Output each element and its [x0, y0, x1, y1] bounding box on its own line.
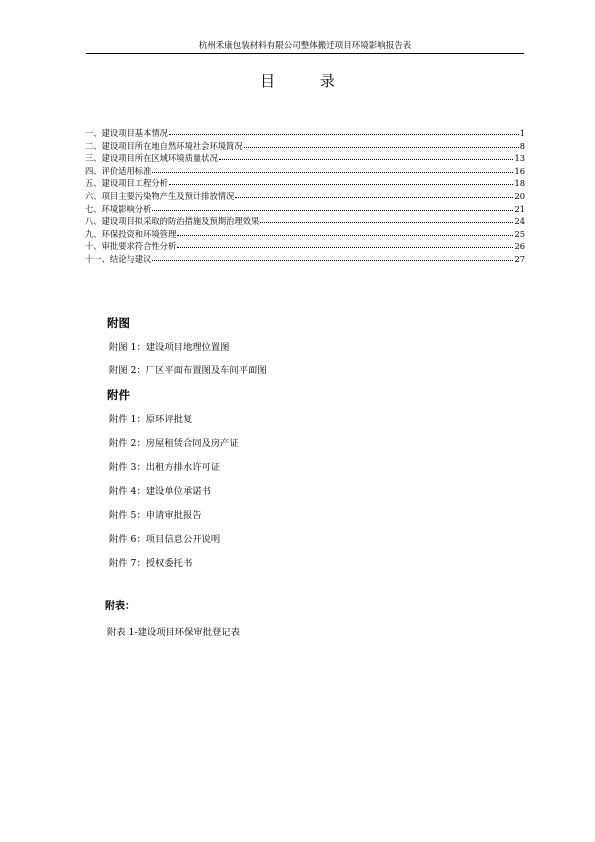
toc-label: 十、审批要求符合性分析	[85, 241, 177, 252]
toc-label: 十一、结论与建议	[85, 253, 152, 264]
attachment-item: 附件 6：项目信息公开说明	[109, 534, 221, 545]
toc-page-number: 21	[514, 203, 525, 214]
toc-page-number: 18	[514, 178, 525, 189]
toc-leader	[152, 204, 513, 211]
toc-leader	[169, 128, 519, 135]
toc-entry[interactable]	[85, 152, 525, 165]
toc-label: 三、建设项目所在区域环境质量状况	[85, 153, 218, 164]
attachments-heading: 附件	[107, 388, 130, 402]
toc-entry[interactable]	[85, 127, 525, 140]
toc-label: 一、建设项目基本情况	[85, 128, 168, 138]
toc-label: 五、建设项目工程分析	[85, 178, 168, 189]
toc-label: 九、环保投资和环境管理	[85, 228, 177, 239]
toc-entry[interactable]	[85, 253, 525, 266]
toc-leader	[177, 229, 513, 236]
toc-leader	[235, 191, 513, 198]
toc-leader	[219, 153, 514, 160]
figure-item: 附图 2：厂区平面布置图及车间平面图	[109, 365, 267, 376]
header-rule	[86, 53, 524, 54]
toc-leader	[152, 254, 513, 261]
attachment-item: 附件 3：出租方排水许可证	[109, 462, 221, 473]
toc-page-number: 26	[514, 241, 525, 252]
figures-heading: 附图	[107, 316, 130, 330]
toc-leader	[260, 216, 513, 223]
attachment-item: 附件 2：房屋租赁合同及房产证	[109, 438, 239, 449]
table-item: 附表 1-建设项目环保审批登记表	[107, 627, 240, 638]
toc-page-number: 27	[514, 253, 525, 264]
toc-leader	[152, 166, 513, 173]
toc-entry[interactable]	[85, 228, 525, 241]
attachment-item: 附件 4：建设单位承诺书	[109, 486, 211, 497]
tables-heading: 附表：	[105, 601, 135, 612]
toc-entry[interactable]	[85, 203, 525, 216]
attachment-item: 附件 7：授权委托书	[109, 558, 193, 569]
toc-entry[interactable]	[85, 240, 525, 253]
toc-leader	[244, 141, 519, 148]
toc-page-number: 8	[519, 140, 525, 151]
toc-label: 七、环境影响分析	[85, 203, 152, 214]
toc-page-number: 1	[519, 128, 525, 138]
toc-entry[interactable]	[85, 165, 525, 178]
toc-entry[interactable]	[85, 190, 525, 203]
toc-entry[interactable]	[85, 140, 525, 153]
toc-page-number: 20	[514, 190, 525, 201]
toc-label: 二、建设项目所在地自然环境社会环境简况	[85, 140, 243, 151]
attachment-item: 附件 1：原环评批复	[109, 414, 193, 425]
toc-leader	[169, 178, 513, 185]
toc-label: 八、建设项目拟采取的防治措施及预期治理效果	[85, 216, 260, 227]
toc-entry[interactable]	[85, 215, 525, 228]
figure-item: 附图 1：建设项目地理位置图	[109, 342, 230, 353]
toc-page-number: 16	[514, 165, 525, 176]
toc-label: 四、评价适用标准	[85, 165, 152, 176]
toc-page-number: 25	[514, 228, 525, 239]
running-header: 杭州禾康包装材料有限公司整体搬迁项目环境影响报告表	[198, 41, 412, 51]
table-of-contents	[85, 127, 525, 266]
attachment-item: 附件 5：申请审批报告	[109, 510, 202, 521]
toc-page-number: 13	[514, 153, 525, 164]
toc-page-number: 24	[514, 216, 525, 227]
toc-label: 六、项目主要污染物产生及预计排放情况	[85, 190, 235, 201]
page-title: 目 录	[260, 72, 355, 90]
toc-leader	[177, 241, 513, 248]
toc-entry[interactable]	[85, 177, 525, 190]
